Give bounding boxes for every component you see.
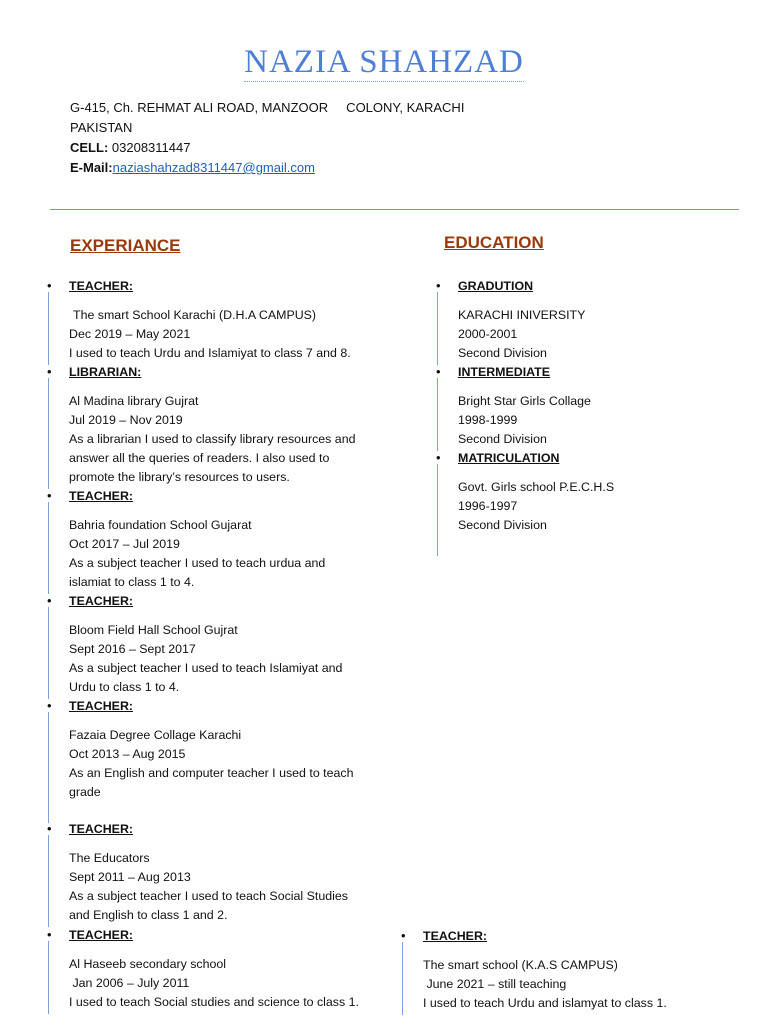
experience-entry: [47, 277, 351, 363]
entry-line: 1998-1999: [458, 413, 518, 427]
entry-line: 1996-1997: [458, 499, 518, 513]
entry-title: GRADUTION: [458, 279, 534, 293]
education-entry: [436, 277, 586, 363]
entry-line: Second Division: [458, 518, 547, 532]
experience-heading: EXPERIANCE: [70, 236, 181, 255]
entry-line: As a subject teacher I used to teach urdua and: [69, 556, 326, 570]
entry-line: grade: [69, 785, 101, 799]
header-divider: [50, 209, 739, 210]
email-link[interactable]: naziashahzad8311447@gmail.com: [112, 160, 315, 175]
entry-line: Second Division: [458, 346, 547, 360]
entry-line: I used to teach Urdu and islamyat to class 1.: [423, 996, 667, 1010]
entry-line: June 2021 – still teaching: [423, 977, 567, 991]
entry-line: Urdu to class 1 to 4.: [69, 680, 180, 694]
entry-line: Jan 2006 – July 2011: [69, 976, 190, 990]
entry-line: I used to teach Social studies and science to class 1.: [69, 995, 359, 1009]
entry-body: [69, 849, 348, 925]
entry-body: [458, 306, 585, 363]
entry-body: [423, 956, 667, 1013]
entry-body: [458, 478, 614, 554]
cell-value: 03208311447: [108, 140, 191, 155]
entry-line: Sept 2016 – Sept 2017: [69, 642, 196, 656]
bullet-icon: •: [401, 928, 406, 943]
entry-line: 2000-2001: [458, 327, 518, 341]
entry-line: and English to class 1 and 2.: [69, 908, 228, 922]
entry-body: [69, 516, 325, 592]
entry-body: [458, 392, 591, 449]
entry-line: The Educators: [69, 851, 150, 865]
entry-line: Govt. Girls school P.E.C.H.S: [458, 480, 615, 494]
education-heading: EDUCATION: [444, 233, 544, 252]
address-line-2: PAKISTAN: [70, 120, 133, 135]
bullet-icon: •: [436, 278, 441, 293]
experience-entry: [47, 820, 348, 925]
entry-line: Dec 2019 – May 2021: [69, 327, 191, 341]
entry-line: As a subject teacher I used to teach Islamiyat and: [69, 661, 343, 675]
entry-line: Al Madina library Gujrat: [69, 394, 199, 408]
education-entry: [436, 449, 615, 554]
entry-body: [69, 726, 353, 821]
cell-label: CELL:: [70, 140, 109, 155]
email-line: [70, 158, 464, 178]
entry-line: islamiat to class 1 to 4.: [69, 575, 195, 589]
entry-title: TEACHER:: [69, 594, 134, 608]
candidate-name: NAZIA SHAHZAD: [244, 44, 524, 80]
contact-block: [70, 98, 464, 178]
bullet-icon: •: [47, 698, 52, 713]
entry-line: Bloom Field Hall School Gujrat: [69, 623, 238, 637]
bullet-icon: •: [47, 593, 52, 608]
entry-line: The smart School Karachi (D.H.A CAMPUS): [73, 308, 317, 322]
experience-entry: [47, 487, 326, 592]
entry-body: [69, 306, 351, 363]
bullet-icon: •: [47, 821, 52, 836]
entry-line: Fazaia Degree Collage Karachi: [69, 728, 242, 742]
entry-title: MATRICULATION: [458, 451, 560, 465]
entry-line: Second Division: [458, 432, 547, 446]
experience-entry-current: [401, 927, 667, 1013]
experience-entry: [47, 363, 356, 487]
entry-title: TEACHER:: [69, 699, 134, 713]
entry-line: Sept 2011 – Aug 2013: [69, 870, 191, 884]
entry-line: Oct 2013 – Aug 2015: [69, 747, 186, 761]
address-line-1: G-415, Ch. REHMAT ALI ROAD, MANZOOR COLONY, KARACHI: [70, 100, 465, 115]
entry-line: I used to teach Urdu and Islamiyat to class 7 and 8.: [69, 346, 351, 360]
bullet-icon: •: [47, 278, 52, 293]
bullet-icon: •: [436, 450, 441, 465]
education-entry: [436, 363, 591, 449]
entry-body: [69, 955, 359, 1012]
entry-title: TEACHER:: [69, 279, 134, 293]
entry-line: Jul 2019 – Nov 2019: [69, 413, 183, 427]
experience-entry: [47, 697, 354, 821]
entry-body: [69, 392, 356, 487]
entry-line: Al Haseeb secondary school: [69, 957, 227, 971]
entry-body: [69, 621, 342, 697]
entry-title: TEACHER:: [423, 929, 488, 943]
bullet-icon: •: [47, 927, 52, 942]
entry-line: As an English and computer teacher I used to teach: [69, 766, 354, 780]
entry-line: As a librarian I used to classify library resources and: [69, 432, 356, 446]
entry-title: LIBRARIAN:: [69, 365, 142, 379]
entry-line: answer all the queries of readers. I also used to: [69, 451, 330, 465]
entry-title: TEACHER:: [69, 489, 134, 503]
experience-entry: [47, 926, 359, 1012]
entry-line: promote the library’s resources to users.: [69, 470, 290, 484]
entry-line: The smart school (K.A.S CAMPUS): [423, 958, 618, 972]
entry-title: TEACHER:: [69, 822, 134, 836]
entry-line: Oct 2017 – Jul 2019: [69, 537, 180, 551]
bullet-icon: •: [47, 364, 52, 379]
bullet-icon: •: [436, 364, 441, 379]
cell-line: [70, 138, 464, 158]
entry-line: Bright Star Girls Collage: [458, 394, 591, 408]
email-label: E-Mail:: [70, 160, 113, 175]
experience-entry: [47, 592, 343, 697]
entry-line: As a subject teacher I used to teach Social Studies: [69, 889, 348, 903]
bullet-icon: •: [47, 488, 52, 503]
entry-title: INTERMEDIATE: [458, 365, 551, 379]
entry-title: TEACHER:: [69, 928, 134, 942]
entry-line: Bahria foundation School Gujarat: [69, 518, 252, 532]
entry-line: KARACHI INIVERSITY: [458, 308, 586, 322]
